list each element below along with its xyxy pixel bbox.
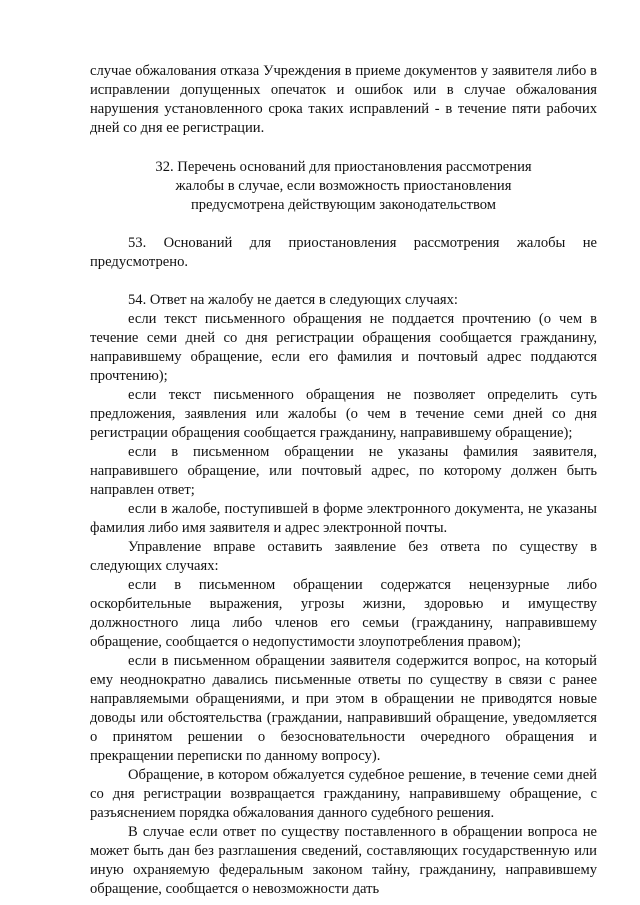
management-case: если в письменном обращении содержатся нецензурные либо оскорбительные выражения, угрозы жизни, здоровью и имуществу должностного лица либо членов его семьи (гражданину, направившему обращение, сообщается о недопустимости злоупотребления правом); [90, 577, 597, 650]
section-heading [90, 158, 597, 215]
section-heading-line-2: жалобы в случае, если возможность приостановления [175, 178, 512, 194]
paragraph-54-lead: 54. Ответ на жалобу не дается в следующих случаях: [128, 292, 458, 308]
intro-paragraph: случае обжалования отказа Учреждения в приеме документов у заявителя либо в исправлении допущенных опечаток и ошибок или в случае обжалования нарушения установленного срока таких исправлений - в течение пяти рабочих дней со дня ее регистрации. [90, 63, 597, 136]
management-case: если в письменном обращении заявителя содержится вопрос, на который ему неоднократно давались письменные ответы по существу в связи с ранее направляемыми обращениями, и при этом в обращении не приводятся новые доводы или обстоятельства (граждании, направивший обращение, уведомляется о принятом решении о безосновательности очередного обращения и прекращении переписки по данному вопросу). [90, 653, 597, 764]
paragraph-53: 53. Оснований для приостановления рассмотрения жалобы не предусмотрено. [90, 235, 597, 270]
management-lead-paragraph: Управление вправе оставить заявление без ответа по существу в следующих случаях: [90, 539, 597, 574]
paragraph-54-case: если текст письменного обращения не позволяет определить суть предложения, заявления или жалобы (о чем в течение семи дней со дня регистрации обращения сообщается гражданину, направившему обращение); [90, 387, 597, 441]
section-heading-line-1: 32. Перечень оснований для приостановления рассмотрения [155, 159, 532, 175]
court-decision-paragraph: Обращение, в котором обжалуется судебное решение, в течение семи дней со дня регистрации возвращается гражданину, направившему обращение, с разъяснением порядка обжалования данного судебного решения. [90, 767, 597, 821]
paragraph-54-case: если в письменном обращении не указаны фамилия заявителя, направившего обращение, или почтовый адрес, по которому должен быть направлен ответ; [90, 444, 597, 498]
section-heading-line-3: предусмотрена действующим законодательством [190, 197, 497, 213]
secret-info-paragraph: В случае если ответ по существу поставленного в обращении вопроса не может быть дан без разглашения сведений, составляющих государственную или иную охраняемую федеральным законом тайну, гражданину, направившему обращение, сообщается о невозможности дать [90, 824, 597, 897]
paragraph-54-case: если текст письменного обращения не поддается прочтению (о чем в течение семи дней со дня регистрации обращения сообщается гражданину, направившему обращение, если его фамилия и почтовый адрес поддаются прочтению); [90, 311, 597, 384]
paragraph-54-case: если в жалобе, поступившей в форме электронного документа, не указаны фамилия либо имя заявителя и адрес электронной почты. [90, 501, 597, 536]
document-page [90, 62, 597, 899]
